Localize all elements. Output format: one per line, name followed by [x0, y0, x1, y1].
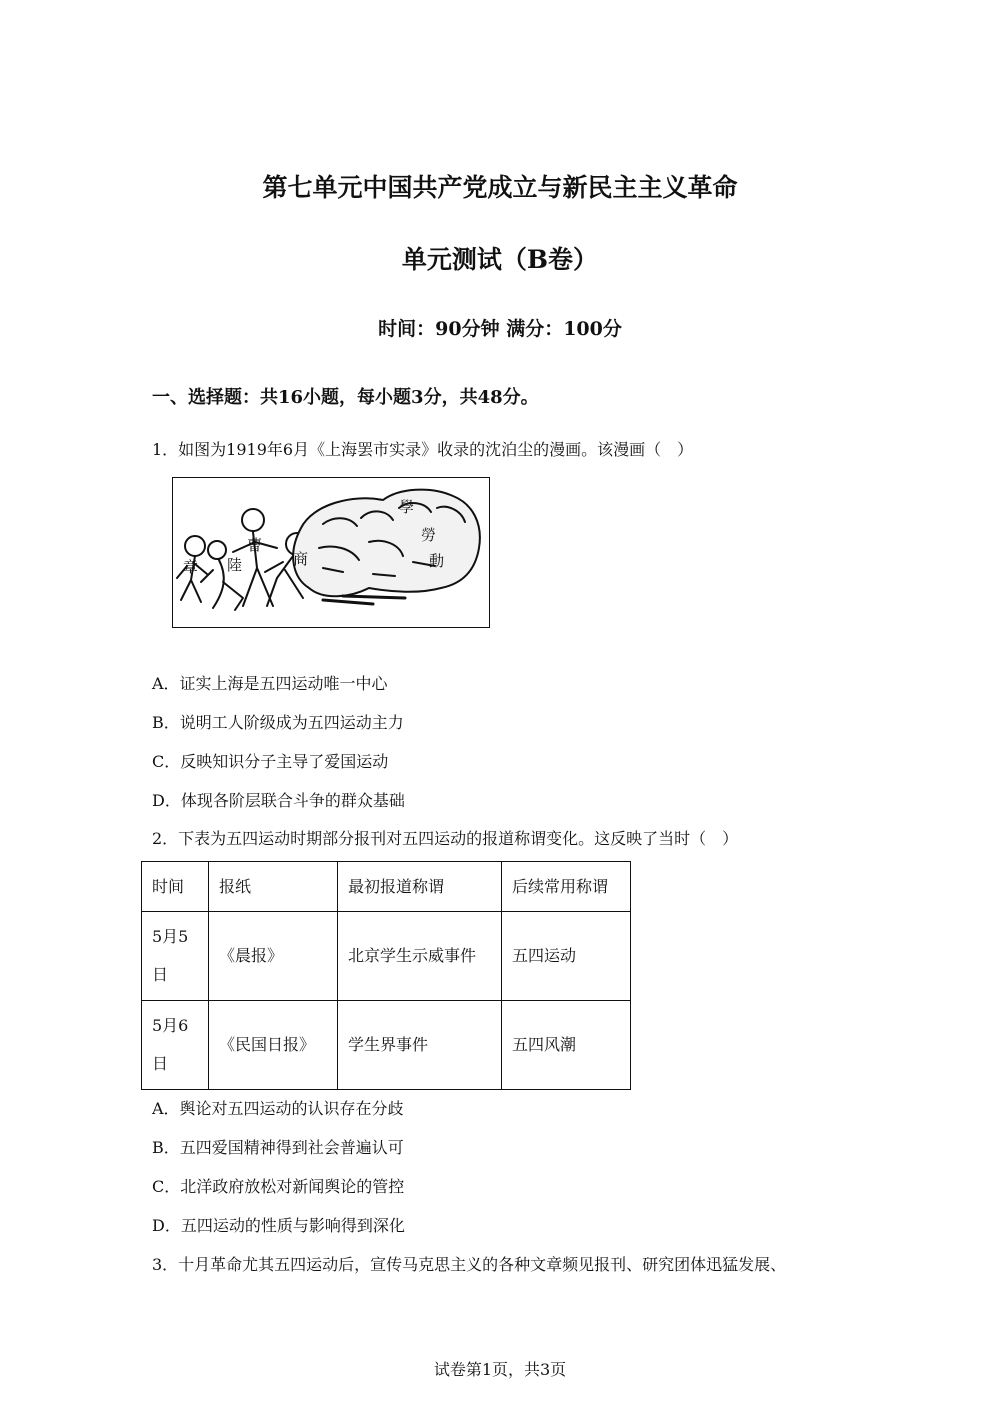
q1-option-a: A．证实上海是五四运动唯一中心: [152, 674, 388, 693]
question-2-stem: 2．下表为五四运动时期部分报刊对五四运动的报道称谓变化。这反映了当时（ ）: [152, 829, 739, 848]
cartoon-label: 曹: [247, 536, 263, 554]
table-cell: 学生界事件: [338, 1001, 502, 1090]
q2-option-a: A．舆论对五四运动的认识存在分歧: [152, 1099, 404, 1118]
table-header-cell: 时间: [142, 862, 209, 912]
table-cell: 五四风潮: [502, 1001, 631, 1090]
cartoon-label: 章: [183, 558, 199, 576]
q2-option-c: C．北洋政府放松对新闻舆论的管控: [152, 1177, 405, 1196]
cartoon-image: [172, 477, 490, 628]
table-header-cell: 最初报道称谓: [338, 862, 502, 912]
cartoon-drawing: [173, 478, 489, 627]
section-heading: 一、选择题：共16小题，每小题3分，共48分。: [152, 387, 539, 408]
table-header-cell: 后续常用称谓: [502, 862, 631, 912]
table-cell: 5月5日: [142, 912, 209, 1001]
table-header-cell: 报纸: [209, 862, 338, 912]
report-table: [141, 861, 631, 1090]
page-footer: 试卷第1页，共3页: [433, 1360, 567, 1379]
cartoon-label: 勞: [421, 526, 437, 544]
exam-info: 时间：90分钟 满分：100分: [378, 318, 622, 340]
table-row: [142, 912, 631, 1001]
q2-option-d: D．五四运动的性质与影响得到深化: [152, 1216, 405, 1235]
cartoon-label: 動: [429, 552, 445, 570]
q1-option-d: D．体现各阶层联合斗争的群众基础: [152, 791, 405, 810]
table-cell: 五四运动: [502, 912, 631, 1001]
exam-title: 第七单元中国共产党成立与新民主主义革命: [262, 173, 738, 202]
table-cell: 北京学生示威事件: [338, 912, 502, 1001]
q1-option-b: B．说明工人阶级成为五四运动主力: [152, 713, 404, 732]
cartoon-label: 商: [293, 550, 309, 568]
table-cell: 5月6日: [142, 1001, 209, 1090]
cartoon-label: 學: [399, 498, 415, 516]
exam-subtitle: 单元测试（B卷）: [401, 245, 599, 274]
question-1-stem: 1．如图为1919年6月《上海罢市实录》收录的沈泊尘的漫画。该漫画（ ）: [152, 440, 694, 459]
table-header-row: [142, 862, 631, 912]
question-3-stem: 3．十月革命尤其五四运动后，宣传马克思主义的各种文章频见报刊、研究团体迅猛发展、: [152, 1255, 787, 1274]
q2-option-b: B．五四爱国精神得到社会普遍认可: [152, 1138, 404, 1157]
cartoon-label: 陸: [227, 556, 243, 574]
table-row: [142, 1001, 631, 1090]
table-cell: 《晨报》: [209, 912, 338, 1001]
q1-option-c: C．反映知识分子主导了爱国运动: [152, 752, 389, 771]
table-cell: 《民国日报》: [209, 1001, 338, 1090]
